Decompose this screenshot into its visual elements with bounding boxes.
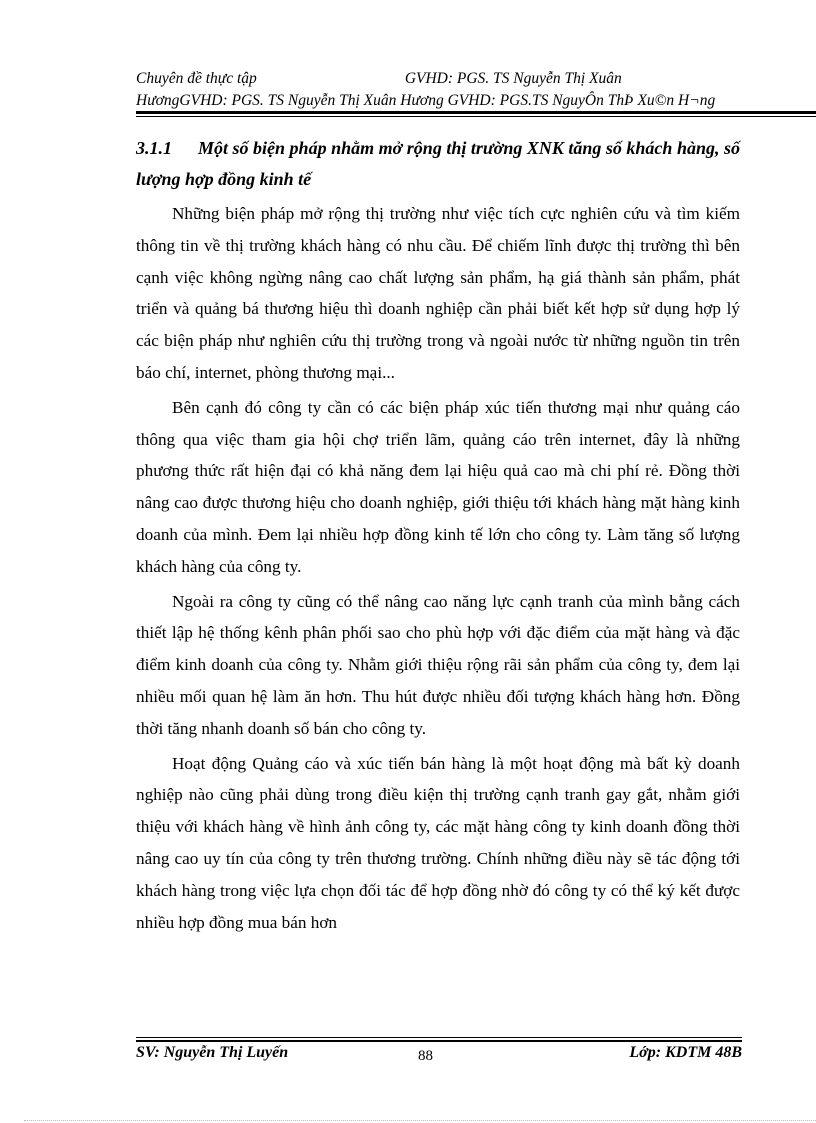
footer-class-name: Lớp: KDTM 48B [629, 1044, 742, 1061]
header-divider-thick [136, 111, 816, 114]
page-header [136, 68, 816, 112]
footer-divider-thick [136, 1040, 742, 1042]
footer-divider-thin [136, 1037, 742, 1038]
header-line-2: HươngGVHD: PGS. TS Nguyễn Thị Xuân Hương GVHD: PGS.TS NguyÔn ThÞ Xu©n H¬ng [136, 92, 716, 109]
footer-student-name: SV: Nguyễn Thị Luyến [136, 1044, 289, 1061]
header-subject: Chuyên đề thực tập [136, 70, 257, 87]
header-divider-thin [136, 116, 816, 117]
section-number: 3.1.1 [136, 138, 172, 158]
header-supervisor: GVHD: PGS. TS Nguyễn Thị Xuân [404, 70, 622, 87]
header-line-1 [136, 68, 816, 90]
page-footer [136, 1044, 742, 1068]
page-bottom-edge [24, 1120, 816, 1121]
paragraph: Hoạt động Quảng cáo và xúc tiến bán hàng là một hoạt động mà bất kỳ doanh nghiệp nào cũng phải dùng trong điều kiện thị trường cạnh tranh gay gắt, nhằm giới thiệu với khách hàng về hình ảnh công ty, các mặt hàng công ty kinh doanh đồng thời nâng cao uy tín của công ty trên thương trường. Chính những điều này sẽ tác động tới khách hàng trong việc lựa chọn đối tác để hợp đồng nhờ đó công ty có thể ký kết được nhiều hợp đồng mua bán hơn [136, 753, 740, 932]
paragraph: Ngoài ra công ty cũng có thể nâng cao năng lực cạnh tranh của mình bằng cách thiết lập hệ thống kênh phân phối sao cho phù hợp với đặc điểm của mặt hàng và đặc điểm kinh doanh của công ty. Nhằm giới thiệu rộng rãi sản phẩm của công ty, đem lại nhiều mối quan hệ làm ăn hơn. Thu hút được nhiều đối tượng khách hàng hơn. Đồng thời tăng nhanh doanh số bán cho công ty. [136, 591, 740, 738]
paragraph: Bên cạnh đó công ty cần có các biện pháp xúc tiến thương mại như quảng cáo thông qua việc tham gia hội chợ triển lãm, quảng cáo trên internet, đây là những phương thức rất hiện đại có khả năng đem lại hiệu quả cao mà chi phí rẻ. Đồng thời nâng cao được thương hiệu cho doanh nghiệp, giới thiệu tới khách hàng mặt hàng kinh doanh của mình. Đem lại nhiều hợp đồng kinh tế lớn cho công ty. Làm tăng số lượng khách hàng của công ty. [136, 397, 740, 576]
body-text [136, 198, 740, 941]
section-title: Một số biện pháp nhằm mở rộng thị trường XNK tăng số khách hàng, số lượng hợp đồng kinh tế [136, 138, 740, 189]
section-heading [136, 133, 740, 195]
footer-page-number: 88 [418, 1048, 433, 1064]
paragraph: Những biện pháp mở rộng thị trường như việc tích cực nghiên cứu và tìm kiếm thông tin về thị trường khách hàng có nhu cầu. Để chiếm lĩnh được thị trường thì bên cạnh việc không ngừng nâng cao chất lượng sản phẩm, hạ giá thành sản phẩm, phát triển và quảng bá thương hiệu thì doanh nghiệp cần phải biết kết hợp sử dụng hợp lý các biện pháp như nghiên cứu thị trường trong và ngoài nước từ những nguồn tin trên báo chí, internet, phòng thương mại... [136, 204, 740, 382]
